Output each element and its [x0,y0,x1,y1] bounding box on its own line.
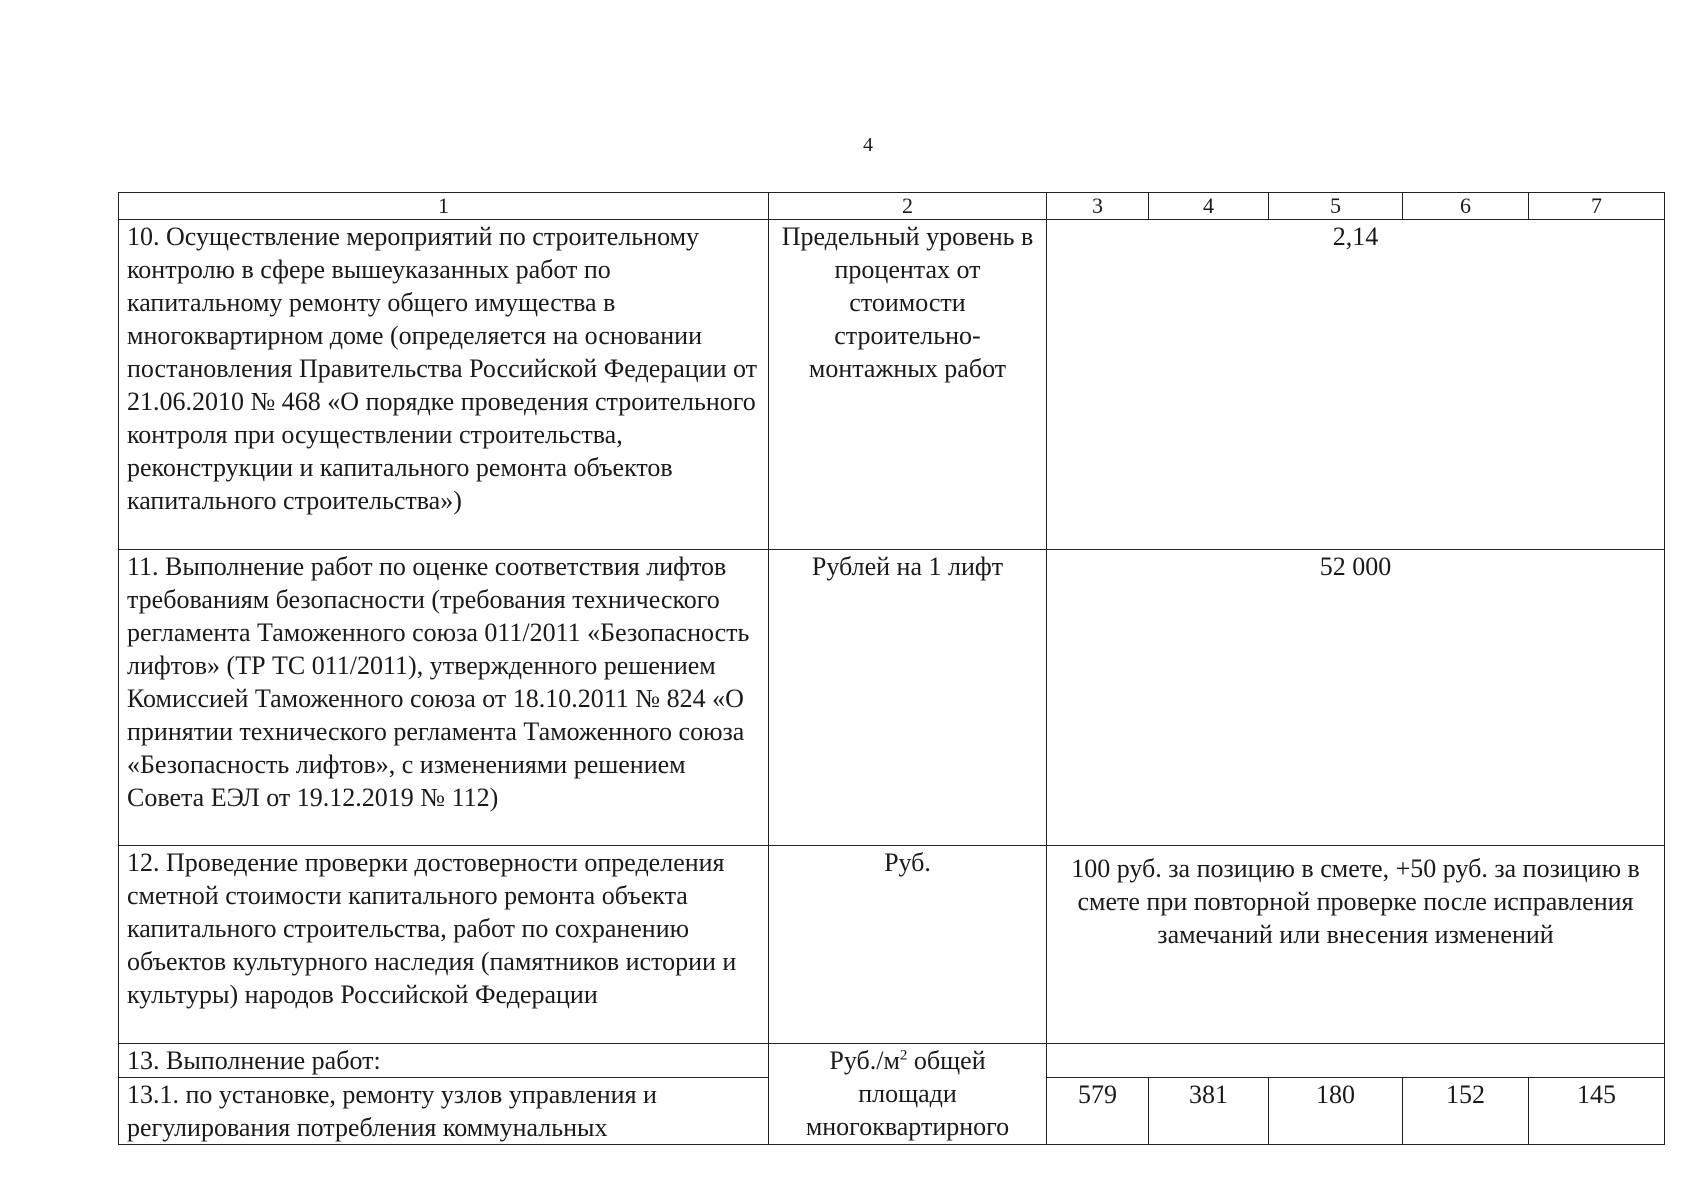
table-row [119,1044,1665,1078]
row-12-value: 100 руб. за позицию в смете, +50 руб. за позицию в смете при повторной проверке после исправления замечаний или внесения изменений [1047,846,1665,1044]
row-12-description: 12. Проведение проверки достоверности определения сметной стоимости капитального ремонта объекта капитального строительства, работ по сохранению объектов культурного наследия (памятников истории и культуры) народов Российской Федерации [119,846,769,1044]
row-11-unit: Рублей на 1 лифт [769,550,1047,846]
row-13-unit-rest: общей площади многоквартирного [805,1046,1010,1141]
row-13-empty-values [1047,1044,1665,1078]
row-10-description: 10. Осуществление мероприятий по строительному контролю в сфере вышеуказанных работ по капитальному ремонту общего имущества в многоквартирном доме (определяется на основании постановления Правительства Российской Федерации от 21.06.2010 № 468 «О порядке проведения строительного контроля при осуществлении строительства, реконструкции и капитального ремонта объектов капитального строительства») [119,220,769,550]
row-13-description: 13. Выполнение работ: [119,1044,769,1078]
column-header-2: 2 [769,193,1047,220]
row-13-1-value-3: 579 [1047,1078,1149,1145]
row-12-unit: Руб. [769,846,1047,1044]
column-header-6: 6 [1403,193,1529,220]
table-row [119,846,1665,1044]
row-13-1-value-7: 145 [1529,1078,1665,1145]
row-13-unit-superscript: 2 [899,1047,908,1064]
row-13-1-description: 13.1. по установке, ремонту узлов управления и регулирования потребления коммунальных [119,1078,769,1145]
column-header-4: 4 [1149,193,1269,220]
row-13-1-value-4: 381 [1149,1078,1269,1145]
column-header-5: 5 [1269,193,1403,220]
header-row [119,193,1665,220]
row-13-unit-prefix: Руб./м [829,1046,900,1075]
table-row [119,550,1665,846]
cost-norms-table [118,192,1665,1145]
column-header-7: 7 [1529,193,1665,220]
column-header-1: 1 [119,193,769,220]
row-11-description: 11. Выполнение работ по оценке соответствия лифтов требованиям безопасности (требования технического регламента Таможенного союза 011/2011 «Безопасность лифтов» (ТР ТС 011/2011), утвержденного решением Комиссией Таможенного союза от 18.10.2011 № 824 «О принятии технического регламента Таможенного союза «Безопасность лифтов», с изменениями решением Совета ЕЭЛ от 19.12.2019 № 112) [119,550,769,846]
table-row [119,220,1665,550]
row-11-value: 52 000 [1047,550,1665,846]
page-number: 4 [863,134,873,156]
row-13-1-value-5: 180 [1269,1078,1403,1145]
column-header-3: 3 [1047,193,1149,220]
row-10-value: 2,14 [1047,220,1665,550]
row-13-unit [769,1044,1047,1145]
row-10-unit: Предельный уровень в процентах от стоимости строительно-монтажных работ [769,220,1047,550]
row-13-1-value-6: 152 [1403,1078,1529,1145]
